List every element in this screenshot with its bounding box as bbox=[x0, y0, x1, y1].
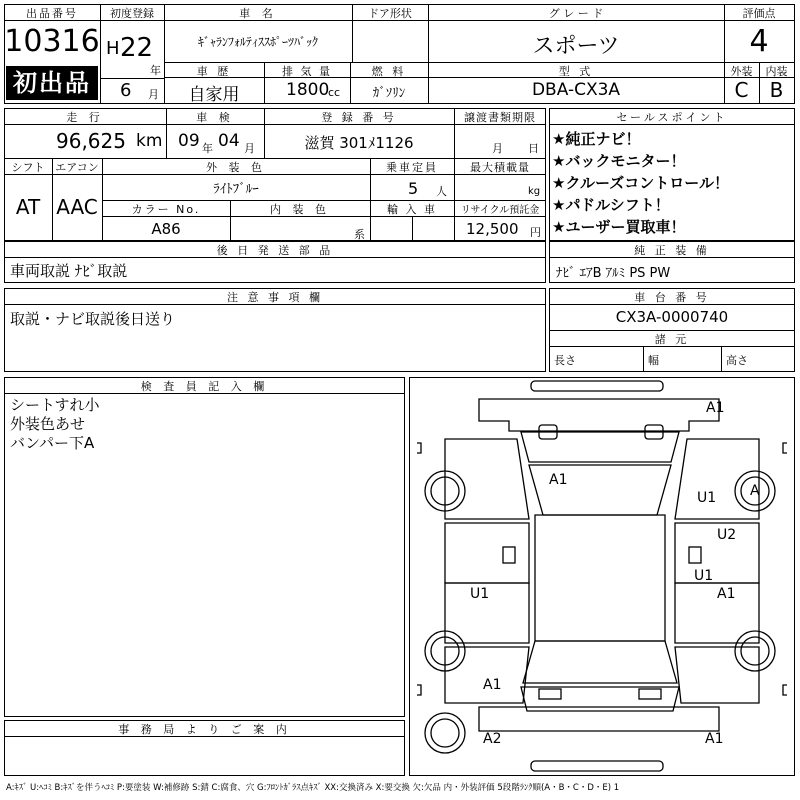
displacement-value: 1800 bbox=[286, 80, 330, 100]
fuel-value: ｶﾞｿﾘﾝ bbox=[372, 86, 406, 101]
lot-number-label: 出品番号 bbox=[26, 7, 78, 20]
genuine-equipment-value: ﾅﾋﾞ ｴｱB ｱﾙﾐ PS PW bbox=[556, 266, 671, 281]
color-no-label: カラー No. bbox=[131, 203, 201, 216]
displacement-unit: cc bbox=[328, 86, 341, 99]
mark-front-bumper: A1 bbox=[706, 400, 725, 416]
model-label: 型 式 bbox=[558, 65, 594, 78]
reg-month-unit: 月 bbox=[148, 88, 159, 101]
inspector-note-line: 外装色あせ bbox=[10, 415, 86, 433]
office-label: 事 務 局 よ り ご 案 内 bbox=[118, 723, 291, 736]
front-bumper-top bbox=[531, 381, 663, 391]
reg-year: 22 bbox=[120, 33, 154, 63]
fuel-label: 燃 料 bbox=[371, 65, 407, 78]
mark-right-front-wheel: A bbox=[750, 483, 760, 499]
height-label: 高さ bbox=[726, 354, 748, 367]
car-name-label: 車 名 bbox=[239, 7, 277, 20]
first-listing-badge: 初出品 bbox=[6, 66, 98, 100]
notes-label: 注 意 事 項 欄 bbox=[227, 291, 323, 304]
left-rear-fender bbox=[445, 647, 529, 703]
inspection-month-unit: 月 bbox=[244, 142, 255, 155]
sales-points-list bbox=[552, 128, 792, 238]
width-label: 幅 bbox=[648, 354, 659, 367]
car-diagram bbox=[409, 377, 795, 776]
inspector-note-line: バンパー下A bbox=[10, 434, 95, 452]
mileage-unit: km bbox=[136, 131, 163, 151]
plate-value: 滋賀 301ﾒ1126 bbox=[304, 134, 414, 152]
shift-value: AT bbox=[15, 195, 41, 219]
reg-year-unit: 年 bbox=[150, 64, 161, 77]
capacity-unit: 人 bbox=[436, 185, 447, 198]
mileage-value: 96,625 bbox=[56, 129, 126, 153]
ext-color-label: 外 装 色 bbox=[206, 161, 266, 174]
later-parts-value: 車両取説 ﾅﾋﾞ取説 bbox=[10, 262, 128, 280]
exterior-label: 外装 bbox=[730, 65, 753, 78]
chassis-label: 車 台 番 号 bbox=[634, 291, 710, 304]
mileage-label: 走 行 bbox=[66, 111, 104, 124]
right-front-fender bbox=[675, 439, 759, 519]
first-registration-label: 初度登録 bbox=[110, 7, 154, 20]
model-value: DBA-CX3A bbox=[531, 80, 621, 100]
lot-number: 10316 bbox=[4, 24, 100, 59]
history-label: 車 歴 bbox=[196, 65, 232, 78]
later-parts-label: 後 日 発 送 部 品 bbox=[216, 244, 334, 257]
recycle-value: 12,500 bbox=[466, 220, 519, 238]
interior-value: B bbox=[769, 78, 784, 102]
rear-glass bbox=[523, 641, 677, 683]
right-rear-fender bbox=[675, 647, 759, 703]
score-label: 評価点 bbox=[742, 7, 776, 20]
inspection-year-unit: 年 bbox=[202, 142, 213, 155]
plate-label: 登 録 番 号 bbox=[321, 111, 397, 124]
inspection-month: 04 bbox=[218, 131, 240, 151]
reg-month: 6 bbox=[120, 80, 132, 101]
mark-right-rear-door: A1 bbox=[717, 586, 736, 602]
sales-point-item: ★純正ナビ！ bbox=[552, 130, 641, 148]
dimensions-label: 諸 元 bbox=[654, 333, 690, 346]
mark-hood: A1 bbox=[549, 472, 568, 488]
transfer-deadline-label: 譲渡書類期限 bbox=[464, 111, 536, 124]
sales-point-item: ★ユーザー買取車！ bbox=[552, 218, 686, 236]
hood bbox=[521, 432, 679, 462]
mark-rear-bumper-left: A2 bbox=[483, 731, 502, 747]
genuine-equipment-label: 純 正 装 備 bbox=[634, 244, 710, 257]
capacity-value: 5 bbox=[408, 179, 419, 198]
sales-point-item: ★パドルシフト！ bbox=[552, 196, 670, 214]
legend: A:ｷｽﾞ U:ﾍｺﾐ B:ｷｽﾞを伴うﾍｺﾐ P:要塗装 W:補修跡 S:錆 C:腐食、穴 G:ﾌﾛﾝﾄｶﾞﾗｽ点ｷｽﾞ XX:交換済み X:要交換 欠:欠品 内・外装評価 5段階ﾗﾝｸ順(A・B・C・D・E) 1 bbox=[6, 783, 620, 793]
door-type-label: ドア形状 bbox=[368, 7, 412, 20]
displacement-label: 排 気 量 bbox=[282, 65, 332, 78]
front-bumper bbox=[479, 399, 719, 431]
left-front-door bbox=[445, 523, 529, 583]
rear-bumper-bottom bbox=[531, 761, 663, 771]
sales-point-item: ★バックモニター！ bbox=[552, 152, 686, 170]
interior-label: 内装 bbox=[765, 65, 788, 78]
import-label: 輸 入 車 bbox=[387, 203, 437, 216]
mark-right-door-sill: U1 bbox=[694, 568, 714, 584]
aircon-value: AAC bbox=[56, 195, 98, 219]
car-name: ｷﾞｬﾗﾝﾌｫﾙﾃｨｽｽﾎﾟｰﾂﾊﾞｯｸ bbox=[197, 35, 318, 49]
mark-left-rear-door: U1 bbox=[470, 586, 490, 602]
recycle-label: リサイクル預託金 bbox=[460, 205, 540, 216]
mark-right-front-fender: U1 bbox=[697, 490, 717, 506]
mark-left-rear-fender: A1 bbox=[483, 677, 502, 693]
transfer-month-unit: 月 bbox=[492, 142, 503, 155]
int-color-unit: 系 bbox=[354, 228, 365, 241]
max-load-label: 最大積載量 bbox=[470, 161, 530, 174]
score-value: 4 bbox=[749, 24, 769, 59]
exterior-value: C bbox=[734, 78, 749, 102]
chassis-value: CX3A-0000740 bbox=[615, 308, 729, 326]
reg-era: H bbox=[106, 38, 120, 59]
sales-points-label: セールスポイント bbox=[616, 111, 728, 124]
length-label: 長さ bbox=[554, 354, 576, 367]
sales-point-item: ★クルーズコントロール！ bbox=[552, 174, 729, 192]
roof bbox=[535, 515, 665, 641]
capacity-label: 乗車定員 bbox=[386, 161, 438, 174]
history-value: 自家用 bbox=[188, 85, 240, 105]
inspection-label: 車 検 bbox=[196, 111, 234, 124]
inspection-year: 09 bbox=[178, 131, 200, 151]
shift-label: シフト bbox=[11, 161, 45, 174]
int-color-label: 内 装 色 bbox=[270, 203, 330, 216]
grade-value: スポーツ bbox=[532, 34, 620, 59]
inspector-label: 検 査 員 記 入 欄 bbox=[140, 380, 269, 393]
mark-right-front-door: U2 bbox=[717, 527, 737, 543]
transfer-day-unit: 日 bbox=[528, 142, 539, 155]
grade-label: グ レ ー ド bbox=[548, 7, 604, 20]
color-no-value: A86 bbox=[151, 220, 181, 238]
aircon-label: エアコン bbox=[55, 161, 99, 174]
inspector-note-line: シートすれ小 bbox=[10, 396, 100, 414]
ext-color-value: ﾗｲﾄﾌﾞﾙｰ bbox=[213, 182, 259, 197]
recycle-unit: 円 bbox=[530, 226, 541, 239]
inspector-notes bbox=[10, 396, 100, 453]
notes-value: 取説・ナビ取説後日送り bbox=[10, 310, 176, 328]
mark-rear-bumper-right: A1 bbox=[705, 731, 724, 747]
max-load-unit: kg bbox=[528, 186, 541, 197]
